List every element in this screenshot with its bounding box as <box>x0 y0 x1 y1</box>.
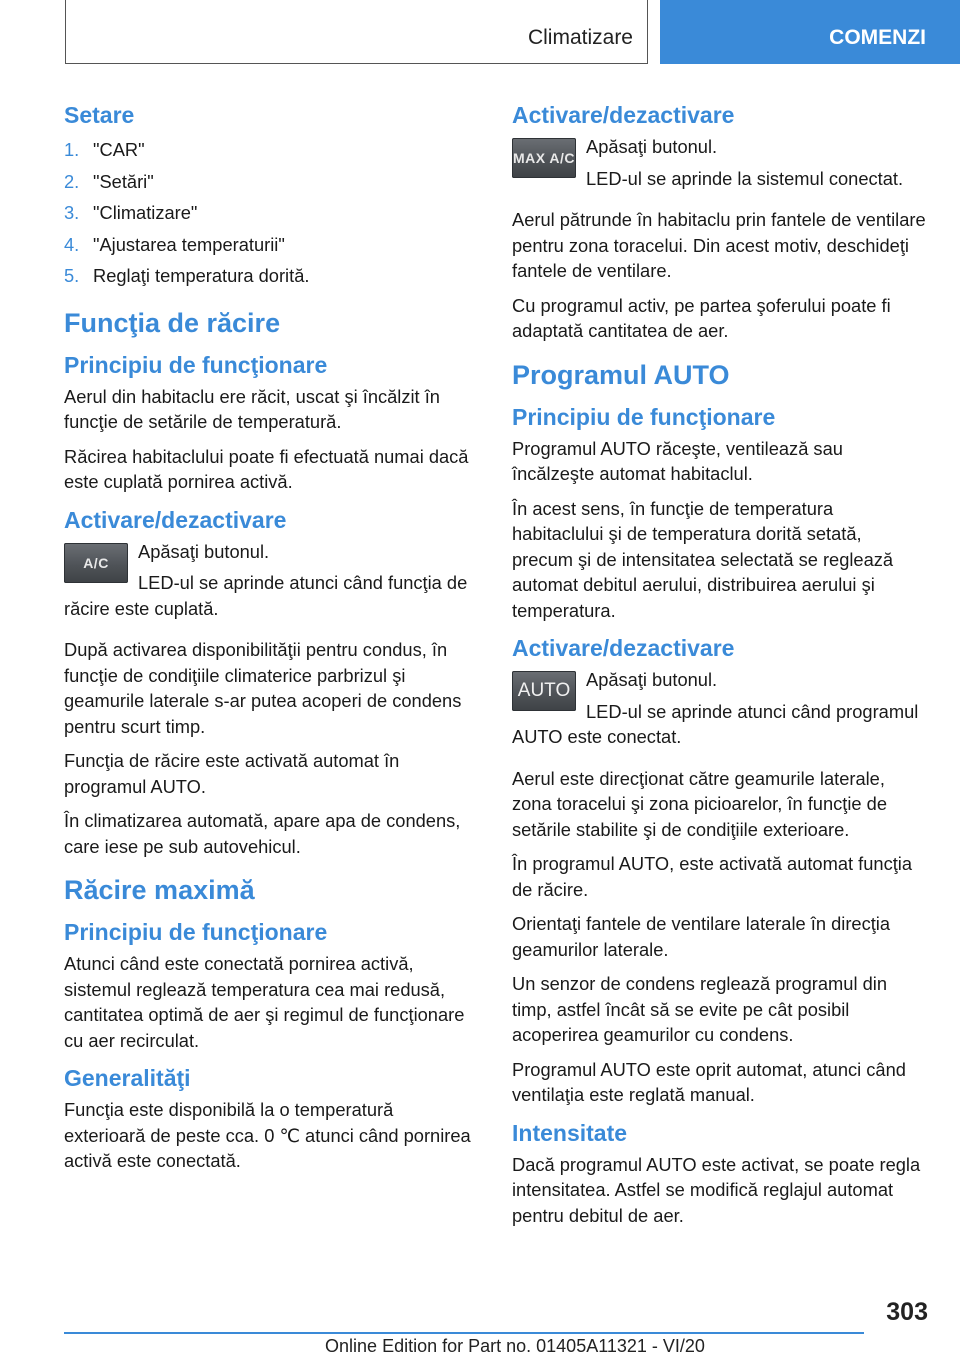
list-item <box>64 260 479 292</box>
paragraph: Aerul din habitaclu ere răcit, uscat şi încălzit în funcţie de setările de temperatură. <box>64 385 440 432</box>
step-number: 4. <box>64 233 80 255</box>
racire-activare-heading: Activare/dezactivare <box>64 506 287 533</box>
header-title-box <box>65 0 648 64</box>
paragraph: Programul AUTO răceşte, ventilează sau încălzeşte automat habitaclul. <box>512 437 843 484</box>
maxima-heading: Răcire maximă <box>64 875 255 905</box>
section-tab-label: COMENZI <box>829 26 926 49</box>
paragraph: Aerul pătrunde în habitaclu prin fantele de ventilare pentru zona toracelui. Din acest motiv, deschideţi fantele de ventilare. <box>512 209 926 281</box>
max-ac-button-icon <box>512 138 576 178</box>
paragraph: În climatizarea automată, apare apa de condens, care iese pe sub autovehicul. <box>64 810 461 857</box>
auto-button-row <box>512 667 927 756</box>
ac-button-row <box>64 539 479 628</box>
page-number: 303 <box>886 1298 928 1326</box>
paragraph: LED-ul se aprinde atunci când funcţia de răcire este cuplată. <box>64 572 468 619</box>
left-column <box>64 100 479 1183</box>
auto-heading: Programul AUTO <box>512 359 730 390</box>
racire-heading: Funcţia de răcire <box>64 307 281 338</box>
paragraph: Răcirea habitaclului poate fi efectuată numai dacă este cuplată pornirea activă. <box>64 445 469 492</box>
paragraph: Un senzor de condens reglează programul din timp, astfel încât să se evite pe cât posibil acoperirea geamurilor cu condens. <box>512 973 887 1045</box>
paragraph: Funcţia de răcire este activată automat în programul AUTO. <box>64 750 400 797</box>
right-column <box>512 100 927 1237</box>
step-text: "Setări" <box>93 170 154 192</box>
step-text: "CAR" <box>93 139 145 160</box>
paragraph: Aerul este direcţionat către geamurile laterale, zona toracelui şi zona picioarelor, în funcţie de setările stabilite şi de condiţiile exterioare. <box>512 767 887 840</box>
maxima-principiu-heading: Principiu de funcţionare <box>64 919 328 945</box>
step-text: "Ajustarea temperaturii" <box>93 233 285 255</box>
auto-principiu-heading: Principiu de funcţionare <box>512 403 776 430</box>
list-item <box>64 197 479 229</box>
ac-button-label: A/C <box>83 554 109 571</box>
generalitati-heading: Generalităţi <box>64 1065 191 1091</box>
maxac-activare-heading: Activare/dezactivare <box>512 102 735 128</box>
page-header <box>0 0 960 66</box>
paragraph: Orientaţi fantele de ventilare laterale în direcţia geamurilor laterale. <box>512 913 891 960</box>
step-number: 5. <box>64 265 80 286</box>
paragraph: Funcţia este disponibilă la o temperatură exterioară de peste cca. 0 ℃ atunci când pornirea activă este conectată. <box>64 1099 471 1171</box>
paragraph: LED-ul se aprinde la sistemul conectat. <box>586 167 904 189</box>
paragraph: Apăsaţi butonul. <box>138 540 270 562</box>
footer-edition: Online Edition for Part no. 01405A11321 - VI/20 <box>325 1336 705 1356</box>
paragraph: În programul AUTO, este activată automat funcţia de răcire. <box>512 853 913 900</box>
step-text: "Climatizare" <box>93 202 198 223</box>
paragraph: Dacă programul AUTO este activat, se poate regla intensitatea. Astfel se modifică reglajul automat pentru debitul de aer. <box>512 1153 921 1226</box>
list-item <box>64 134 479 166</box>
chapter-title: Climatizare <box>527 26 633 49</box>
auto-activare-heading: Activare/dezactivare <box>512 635 735 661</box>
paragraph: Programul AUTO este oprit automat, atunci când ventilaţia este reglată manual. <box>512 1058 906 1105</box>
step-text: Reglaţi temperatura dorită. <box>93 265 310 286</box>
list-item <box>64 166 479 198</box>
auto-button-icon <box>512 671 576 711</box>
footer-divider <box>64 1332 864 1334</box>
step-number: 2. <box>64 170 80 192</box>
list-item <box>64 229 479 261</box>
intensitate-heading: Intensitate <box>512 1119 628 1146</box>
paragraph: Cu programul activ, pe partea şoferului poate fi adaptată cantitatea de aer. <box>512 294 891 341</box>
paragraph: În acest sens, în funcţie de temperatura habitaclului şi de temperatura dorită setată, precum şi de intensitatea selectată se reglează automat debitul aerului, distribuirea aerului şi temperatura. <box>512 497 894 621</box>
racire-principiu-heading: Principiu de funcţionare <box>64 351 328 378</box>
setare-steps <box>64 134 479 292</box>
section-tab[interactable] <box>660 0 960 64</box>
setare-heading: Setare <box>64 102 135 128</box>
ac-button-icon <box>64 543 128 583</box>
auto-button-label: AUTO <box>517 680 571 701</box>
paragraph: Apăsaţi butonul. <box>586 136 718 157</box>
paragraph: După activarea disponibilităţii pentru condus, în funcţie de condiţiile climaterice parbrizul şi geamurile laterale s-ar putea acoperi de condens pentru scurt timp. <box>64 639 462 737</box>
step-number: 1. <box>64 139 80 160</box>
step-number: 3. <box>64 202 80 223</box>
paragraph: LED-ul se aprinde atunci când programul AUTO este conectat. <box>512 700 919 747</box>
paragraph: Atunci când este conectată pornirea activă, sistemul reglează temperatura cea mai redusă, cantitatea optimă de aer şi regimul de funcţionare cu aer recirculat. <box>64 953 465 1051</box>
paragraph: Apăsaţi butonul. <box>586 669 718 690</box>
max-ac-button-label: MAX A/C <box>512 150 576 166</box>
maxac-button-row <box>512 134 927 197</box>
